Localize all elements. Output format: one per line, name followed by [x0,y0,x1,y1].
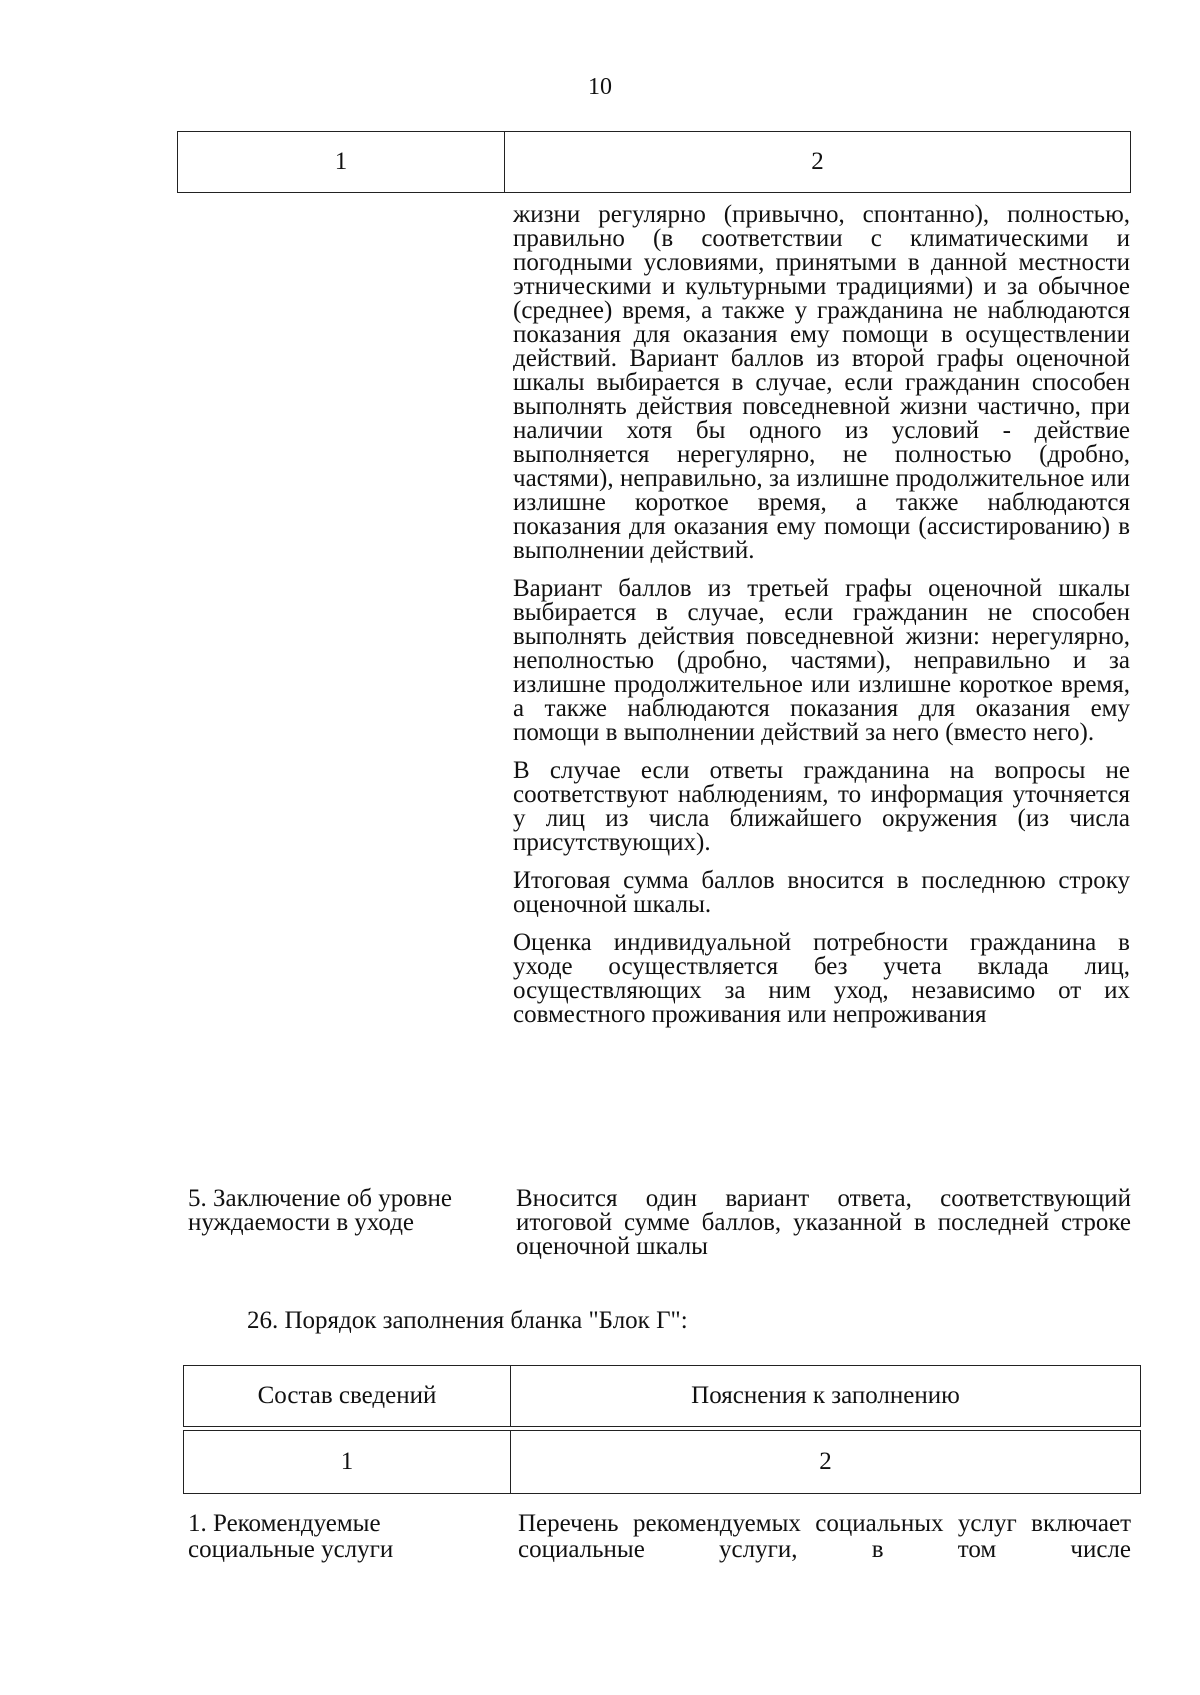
explanation-paragraph-4: Итоговая сумма баллов вносится в последнюю строку оценочной шкалы. [513,867,1130,918]
table2-col2-number: 2 [511,1431,1141,1494]
table1-explanation-column [513,203,1130,1041]
explanation-paragraph-3: В случае если ответы гражданина на вопросы не соответствуют наблюдениям, то информация уточняется у лиц из числа ближайшего окружения (из числа присутствующих). [513,757,1130,856]
table2-col1-number: 1 [184,1431,511,1494]
table2-header-col1: Состав сведений [184,1366,511,1427]
row5-label: 5. Заключение об уровне нуждаемости в уходе [188,1185,452,1236]
table2-header [183,1365,1141,1427]
table2-row1-label: 1. Рекомендуемые социальные услуги [188,1510,394,1563]
table1-col1-number: 1 [178,132,505,193]
row5-text: Вносится один вариант ответа, соответствующий итоговой сумме баллов, указанной в последней строке оценочной шкалы [516,1185,1131,1260]
explanation-paragraph-5: Оценка индивидуальной потребности гражданина в уходе осуществляется без учета вклада лиц, осуществляющих за ним уход, независимо от их совместного проживания или непроживания [513,929,1130,1028]
page-number: 10 [588,74,612,100]
table2-column-numbers [183,1430,1141,1494]
table1-col2-number: 2 [505,132,1131,193]
explanation-paragraph-2: Вариант баллов из третьей графы оценочной шкалы выбирается в случае, если гражданин не способен выполнять действия повседневной жизни: нерегулярно, неполностью (дробно, частями), неправильно и за излишне продолжительное или излишне короткое время, а также наблюдаются показания для оказания ему помощи в выполнении действий за него (вместо него). [513,575,1130,746]
table2-header-col2: Пояснения к заполнению [511,1366,1141,1427]
table1-column-numbers [177,131,1131,193]
explanation-paragraph-1: жизни регулярно (привычно, спонтанно), полностью, правильно (в соответствии с климатическими и погодными условиями, принятыми в данной местности этническими и культурными традициями) и за обычное (среднее) время, а также у гражданина не наблюдаются показания для оказания ему помощи в осуществлении действий. Вариант баллов из второй графы оценочной шкалы выбирается в случае, если гражданин способен выполнять действия повседневной жизни частично, при наличии хотя бы одного из условий - действие выполняется нерегулярно, не полностью (дробно, частями), неправильно, за излишне продолжительное или излишне короткое время, а также наблюдаются показания для оказания ему помощи (ассистированию) в выполнении действий. [513,201,1130,564]
table2-row1-text: Перечень рекомендуемых социальных услуг включает социальные услуги, в том числе [518,1510,1131,1563]
section-26-title: 26. Порядок заполнения бланка "Блок Г": [247,1307,688,1334]
